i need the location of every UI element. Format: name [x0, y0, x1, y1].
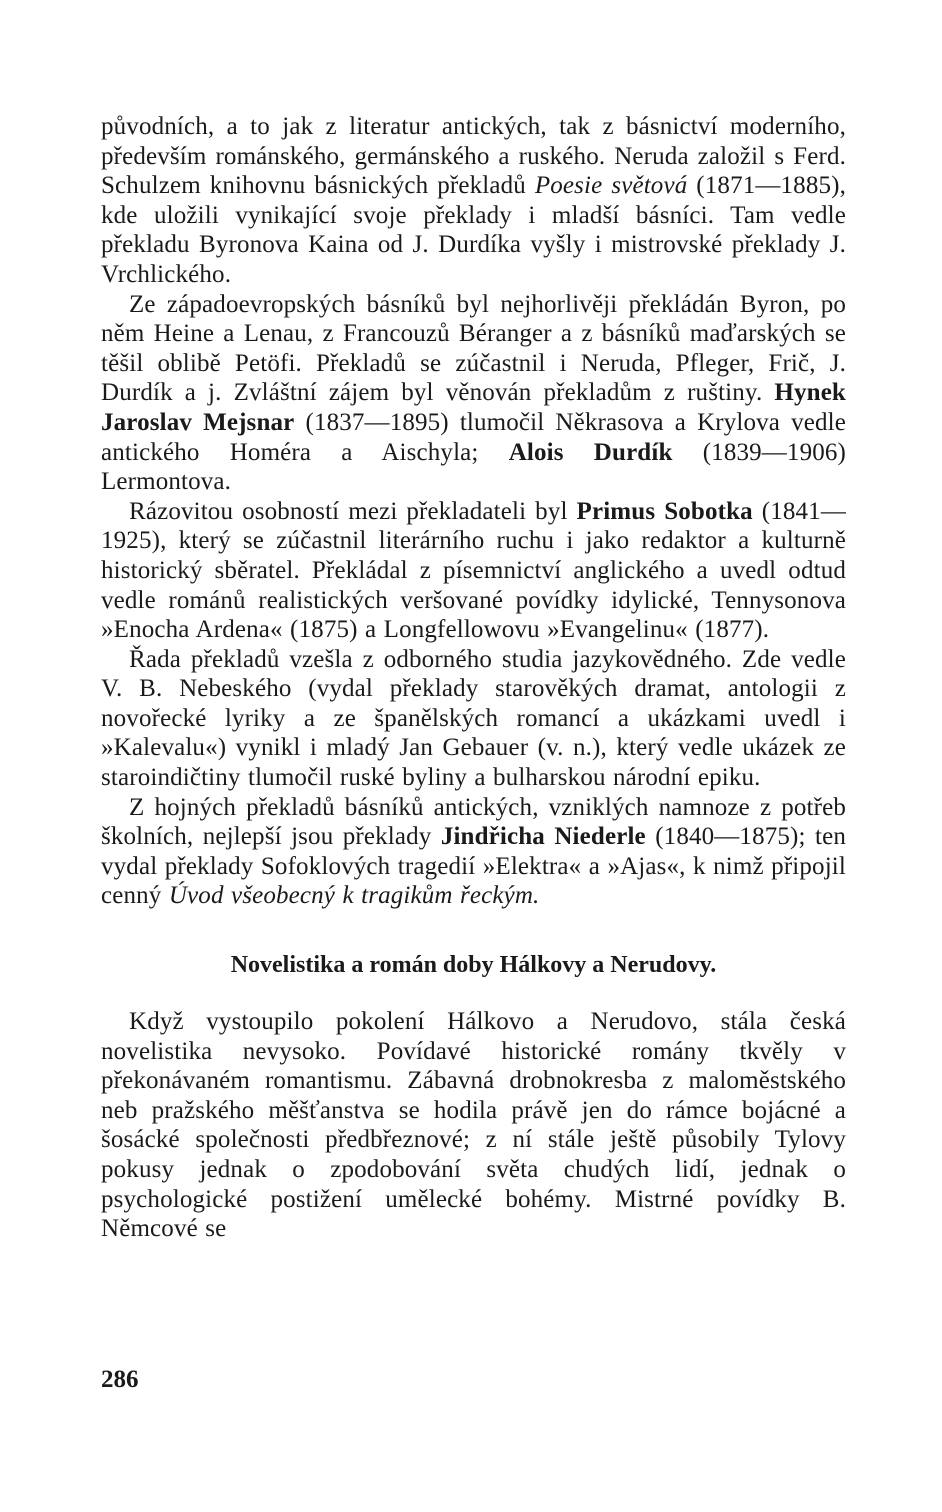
page-body	[101, 112, 846, 1244]
text-run: (1841—1925), který se zúčastnil literárního ruchu i jako redaktor a kulturně historický sběratel. Překládal z písemnictví anglického a uvedl odtud vedle románů realistických veršované povídky idylické, Tennysonova »Enocha Ardena« (1875) a Longfellowovu »Evangelinu« (1877).	[101, 497, 846, 644]
bold-text: Alois Durdík	[508, 438, 673, 466]
bold-text: Jindřicha Niederle	[440, 823, 646, 851]
paragraph-p3	[101, 497, 846, 645]
text-run: Když vystoupilo pokolení Hálkovo a Nerudovo, stála česká novelistika nevysoko. Povídavé historické romány tkvěly v překonávaném romantismu. Zábavná drobnokresba z maloměstského neb pražského měšťanstva se hodila právě jen do rámce bojácné a šosácké společnosti předbřeznové; z ní stále ještě působily Tylovy pokusy jednak o zpodobování světa chudých lidí, jednak o psychologické postižení umělecké bohémy. Mistrné povídky B. Němcové se	[101, 1008, 846, 1243]
text-run: Řada překladů vzešla z odborného studia jazykovědného. Zde vedle V. B. Nebeského (vydal překlady starověkých dramat, antologii z novořecké lyriky a ze španělských romancí a ukázkami uvedl i »Kalevalu«) vynikl i mladý Jan Gebauer (v. n.), který vedle ukázek ze staroindičtiny tlumočil ruské byliny a bulharskou národní epiku.	[101, 645, 846, 792]
bold-text: Primus Sobotka	[576, 497, 753, 525]
text-run: původních, a to jak z literatur antických, tak z básnictví moderního, především románského, germánského a ruského. Neruda založil s Ferd. Schulzem knihovnu básnických překladů	[101, 113, 846, 200]
text-run: Ze západoevropských básníků byl nejhorlivěji překládán Byron, po něm Heine a Lenau, z Francouzů Béranger a z básníků maďarských se těšil oblibě Petöfi. Překladů se zúčastnil i Neruda, Pfleger, Frič, J. Durdík a j. Zvláštní zájem byl věnován překladům z ruštiny.	[101, 290, 846, 407]
text-run: (1840—1875); ten vydal překlady Sofoklových tragedií »Elektra« a »Ajas«, k nimž připojil cenný	[101, 823, 846, 910]
text-run: (1839—1906) Lermontova.	[101, 438, 846, 496]
paragraph-p2	[101, 290, 846, 497]
italic-text: Úvod všeobecný k tragikům řeckým.	[168, 882, 540, 910]
text-run: Z hojných překladů básníků antických, vzniklých namnoze z potřeb školních, nejlepší jsou překlady	[101, 793, 846, 851]
paragraph-p6	[101, 1007, 846, 1244]
section-heading: Novelistika a román doby Hálkovy a Nerudovy.	[230, 952, 717, 979]
italic-text: Poesie světová	[534, 172, 688, 200]
paragraph-p4	[101, 645, 846, 793]
bold-text: Hynek Jaroslav Mejsnar	[101, 379, 846, 436]
text-run: (1871—1885), kde uložili vynikající svoje překlady i mladší básníci. Tam vedle překladu Byronova Kaina od J. Durdíka vyšly i mistrovské překlady J. Vrchlického.	[101, 172, 846, 288]
paragraph-p1	[101, 112, 846, 290]
text-run: (1837—1895) tlumočil Někrasova a Krylova vedle antického Homéra a Aischyla;	[101, 408, 846, 466]
paragraph-p5	[101, 793, 846, 911]
section-text-block	[101, 1007, 846, 1244]
page-number: 286	[101, 1366, 139, 1393]
text-run: Rázovitou osobností mezi překladateli byl	[129, 497, 577, 525]
text-block	[101, 112, 846, 911]
